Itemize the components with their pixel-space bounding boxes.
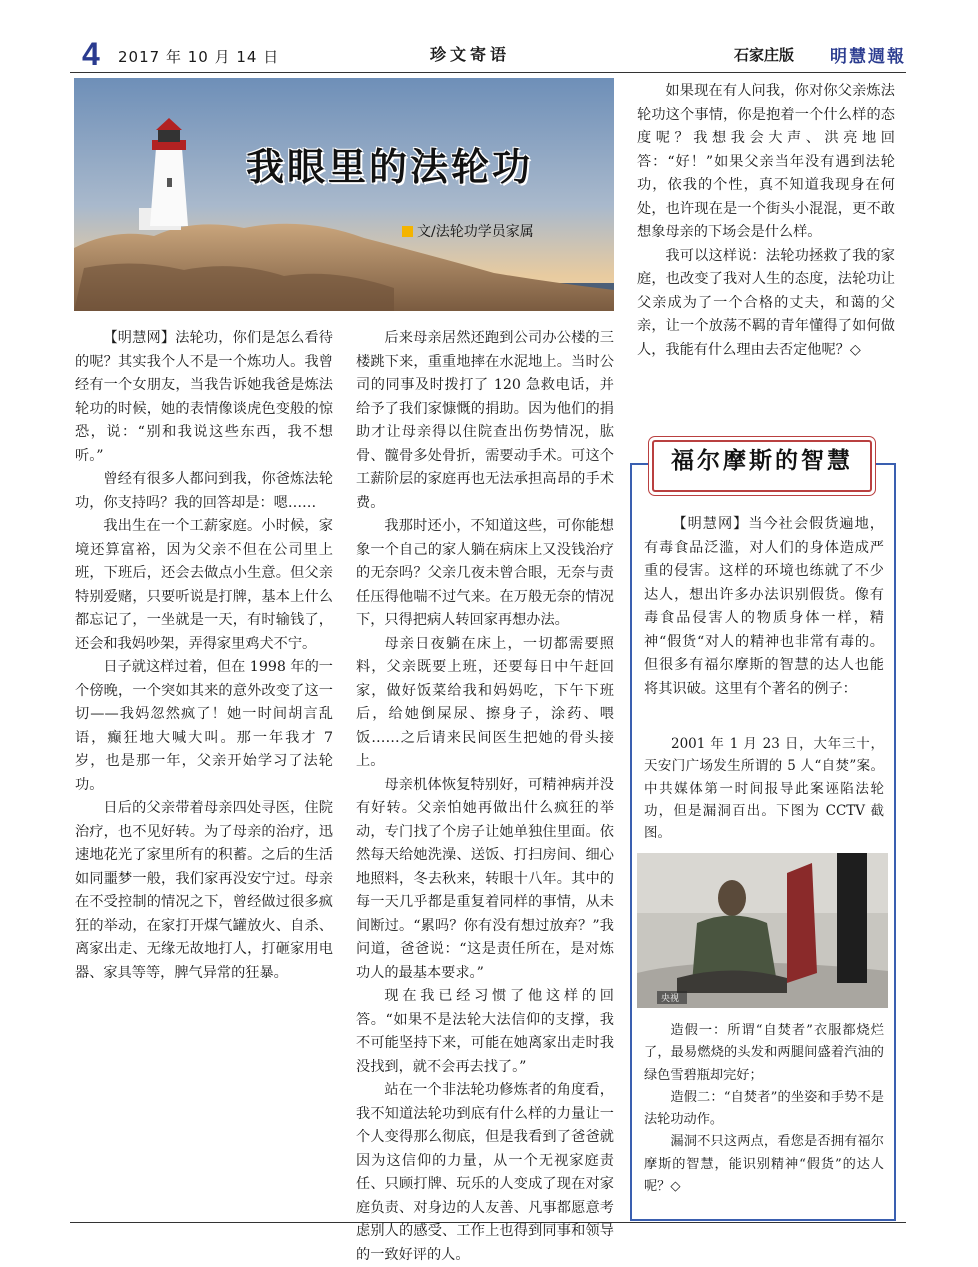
article-column-3 <box>637 80 895 362</box>
lighthouse-photo <box>74 78 614 311</box>
article-paragraph: 站在一个非法轮功修炼者的角度看，我不知道法轮功到底有什么样的力量让一个人变得那么彻底，但是我看到了爸爸就因为这信仰的力量，从一个无视家庭责任、只顾打牌、玩乐的人变成了现在对家庭负责、对身边的人友善、凡事都愿意考虑别人的感受、工作上也得到同事和领导的一致好评的人。 <box>356 1082 614 1263</box>
sidebar-paragraph: 【明慧网】当今社会假货遍地，有毒食品泛滥，对人们的身体造成严重的侵害。这样的环境也练就了不少达人，想出许多办法识别假货。像有毒食品侵害人的物质身体一样，精神“假货“对人的精神也非常有毒的。但很多有福尔摩斯的智慧的达人也能将其识破。这里有个著名的例子： <box>644 516 884 697</box>
article-paragraph: 母亲机体恢复特别好，可精神病并没有好转。父亲怕她再做出什么疯狂的举动，专门找了个房子让她单独住里面。依然每天给她洗澡、送饭、打扫房间、细心地照料，冬去秋来，转眼十八年。其中的每一天几乎都是重复着同样的事情，从未间断过。“累吗？你有没有想过放弃？”我问道，爸爸说：“这是责任所在，是对炼功人的最基本要求。” <box>356 776 614 981</box>
article-author: 文/法轮功学员家属 <box>417 224 534 240</box>
sidebar-intro <box>644 513 884 701</box>
article-paragraph: 我出生在一个工薪家庭。小时候，家境还算富裕，因为父亲不但在公司里上班，下班后，还会去做点小生意。但父亲特别爱赌，只要听说是打牌，基本上什么都忘记了，一坐就是一天，有时输钱了，还会和我妈吵架，弄得家里鸡犬不宁。 <box>75 518 333 652</box>
caption-line: 漏洞不只这两点，看您是否拥有福尔摩斯的智慧，能识别精神“假货”的达人呢？◇ <box>644 1134 884 1195</box>
cctv-photo-image <box>637 853 888 1008</box>
article-paragraph: 现在我已经习惯了他这样的回答。“如果不是法轮大法信仰的支撑，我不可能坚持下来，可能在她离家出走时我没找到，就不会再去找了。” <box>356 988 614 1075</box>
issue-date: 2017 年 10 月 14 日 <box>118 48 280 66</box>
sidebar-example <box>644 733 884 844</box>
article-paragraph: 【明慧网】法轮功，你们是怎么看待的呢？其实我个人不是一个炼功人。我曾经有一个女朋友，当我告诉她我爸是炼法轮功的时候，她的表情像谈虎色变般的惊恐，说：“别和我说这些东西，我不想听。” <box>75 330 333 464</box>
article-paragraph: 曾经有很多人都问到我，你爸炼法轮功，你支持吗？我的回答却是：嗯…… <box>75 471 333 511</box>
cctv-watermark: 央视 <box>661 994 680 1004</box>
section-name: 珍文寄语 <box>430 45 511 64</box>
header-divider <box>70 72 906 73</box>
byline-square-icon <box>402 226 413 237</box>
publication-name: 明慧週報 <box>830 47 906 67</box>
article-title: 我眼里的法轮功 <box>246 145 534 189</box>
article-banner <box>74 78 614 311</box>
caption-line: 造假二：“自焚者”的坐姿和手势不是法轮功动作。 <box>644 1089 884 1128</box>
article-byline <box>402 221 534 241</box>
article-paragraph: 我那时还小，不知道这些，可你能想象一个自己的家人躺在病床上又没钱治疗的无奈吗？父亲几夜未曾合眼，无奈与责任压得他喘不过气来。在万般无奈的情况下，只得把病人转回家再想办法。 <box>356 518 614 628</box>
article-column-2 <box>356 327 614 1267</box>
article-column-1 <box>75 327 333 985</box>
caption-line: 造假一：所谓“自焚者”衣服都烧烂了，最易燃烧的头发和两腿间盛着汽油的绿色雪碧瓶却完好； <box>644 1023 884 1083</box>
article-paragraph: 后来母亲居然还跑到公司办公楼的三楼跳下来，重重地摔在水泥地上。当时公司的同事及时拨打了 120 急救电话，并给予了我们家慷慨的捐助。因为他们的捐助才让母亲得以住院查出伤势情况，肱骨、髋骨多处骨折，需要动手术。可这个工薪阶层的家庭再也无法承担高昂的手术费。 <box>356 330 614 511</box>
sidebar-title: 福尔摩斯的智慧 <box>671 448 853 474</box>
sidebar-box <box>630 448 896 1221</box>
article-paragraph: 母亲日夜躺在床上，一切都需要照料，父亲既要上班，还要每日中午赶回家，做好饭菜给我和妈妈吃，下午下班后，给她倒屎尿、擦身子，涂药、喂饭……之后请来民间医生把她的骨头接上。 <box>356 635 614 769</box>
footer-divider <box>70 1222 906 1223</box>
photo-caption <box>644 1020 884 1198</box>
sidebar-paragraph: 2001 年 1 月 23 日，大年三十，天安门广场发生所谓的 5 人“自焚”案。中共媒体第一时间报导此案诬陷法轮功，但是漏洞百出。下图为 CCTV 截图。 <box>644 736 884 842</box>
sidebar-title-frame <box>652 440 872 492</box>
article-paragraph: 日子就这样过着，但在 1998 年的一个傍晚，一个突如其来的意外改变了这一切——我妈忽然疯了！她一时间胡言乱语，癫狂地大喊大叫。那一年我才 7 岁，也是那一年，父亲开始学习了法轮功。 <box>75 659 333 793</box>
edition-label: 石家庄版 <box>733 46 794 64</box>
page-number: 4 <box>82 36 100 72</box>
cctv-screenshot <box>637 853 888 1008</box>
page-header <box>70 36 906 72</box>
article-paragraph: 我可以这样说：法轮功拯救了我的家庭，也改变了我对人生的态度，法轮功让父亲成为了一个合格的丈夫，和蔼的父亲，让一个放荡不羁的青年懂得了如何做人，我能有什么理由去否定他呢？◇ <box>637 247 895 358</box>
article-paragraph: 如果现在有人问我，你对你父亲炼法轮功这个事情，你是抱着一个什么样的态度呢？我想我会大声、洪亮地回答：“好！”如果父亲当年没有遇到法轮功，依我的个性，真不知道我现身在何处，也许现在是一个街头小混混，更不敢想象母亲的下场会是什么样。 <box>637 83 895 240</box>
article-paragraph: 日后的父亲带着母亲四处寻医，住院治疗，也不见好转。为了母亲的治疗，迅速地花光了家里所有的积蓄。之后的生活如同噩梦一般，我们家再没安宁过。母亲在不受控制的情况之下，曾经做过很多疯狂的举动，在家打开煤气罐放火、自杀、离家出走、无缘无故地打人，打砸家用电器、家具等等，脾气异常的狂暴。 <box>75 800 333 981</box>
